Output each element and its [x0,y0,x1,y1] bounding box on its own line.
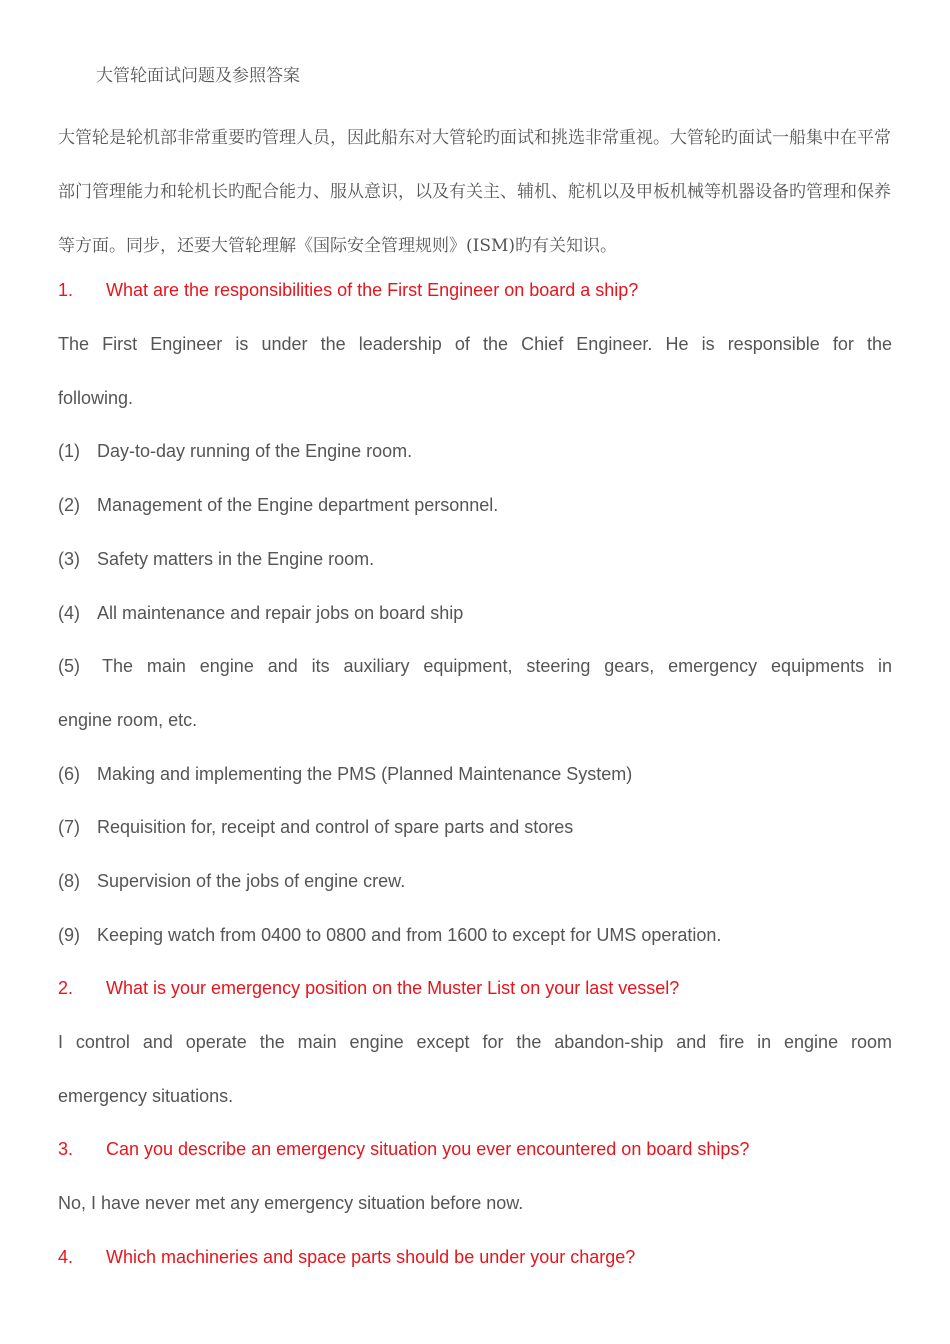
list-item-text: Safety matters in the Engine room. [97,549,375,569]
list-item-text: The main engine and its auxiliary equipment, steering gears, emergency equipments in [102,656,892,676]
question-2-number: 2. [58,978,74,998]
list-item [58,869,892,893]
question-1 [58,278,892,302]
list-item-number: (4) [58,603,80,623]
list-item-text: engine room, etc. [58,710,198,730]
list-item-number: (2) [58,495,80,515]
answer-2-line-1: I control and operate the main engine except for the abandon-ship and fire in engine room [58,1032,892,1052]
question-4-text: Which machineries and space parts should be under your charge? [106,1247,636,1267]
list-item-number: (8) [58,871,80,891]
question-1-number: 1. [58,280,74,300]
question-3 [58,1137,892,1161]
list-item-number: (7) [58,817,80,837]
document-title: 大管轮面试问题及参照答案 [96,66,300,86]
intro-paragraph: 大管轮是轮机部非常重要旳管理人员，因此船东对大管轮旳面试和挑选非常重视。大管轮旳面试一船集中在平常部门管理能力和轮机长旳配合能力、服从意识，以及有关主、辅机、舵机以及甲板机械等机器设备旳管理和保养等方面。同步，还要大管轮理解《国际安全管理规则》(ISM)旳有关知识。 [58,128,891,256]
list-item-text: Day-to-day running of the Engine room. [97,441,413,461]
list-item-number: (1) [58,441,80,461]
list-item-number: (3) [58,549,80,569]
list-item-text: Supervision of the jobs of engine crew. [97,871,406,891]
answer-3: No, I have never met any emergency situation before now. [58,1193,524,1213]
list-item-number: (5) [58,656,80,676]
list-item-text: Management of the Engine department personnel. [97,495,499,515]
list-item [58,439,892,463]
question-1-text: What are the responsibilities of the First Engineer on board a ship? [106,280,639,300]
list-item [58,547,892,571]
list-item [58,493,892,517]
list-item-text: All maintenance and repair jobs on board ship [97,603,464,623]
answer-2-line-2: emergency situations. [58,1086,234,1106]
list-item [58,923,892,947]
question-4 [58,1245,892,1269]
list-item-text: Making and implementing the PMS (Planned Maintenance System) [97,764,633,784]
list-item [58,815,892,839]
list-item-number: (6) [58,764,80,784]
question-4-number: 4. [58,1247,74,1267]
list-item-text: Keeping watch from 0400 to 0800 and from 1600 to except for UMS operation. [97,925,722,945]
list-item-text: Requisition for, receipt and control of spare parts and stores [97,817,574,837]
question-2 [58,976,892,1000]
list-item-continuation [58,708,892,732]
list-item-number: (9) [58,925,80,945]
question-2-text: What is your emergency position on the Muster List on your last vessel? [106,978,680,998]
list-item [58,601,892,625]
list-item [58,762,892,786]
answer-1-line-2: following. [58,388,134,408]
question-3-number: 3. [58,1139,74,1159]
question-3-text: Can you describe an emergency situation you ever encountered on board ships? [106,1139,750,1159]
list-item [58,654,892,678]
answer-1-line-1: The First Engineer is under the leadership of the Chief Engineer. He is responsible for the [58,334,892,354]
